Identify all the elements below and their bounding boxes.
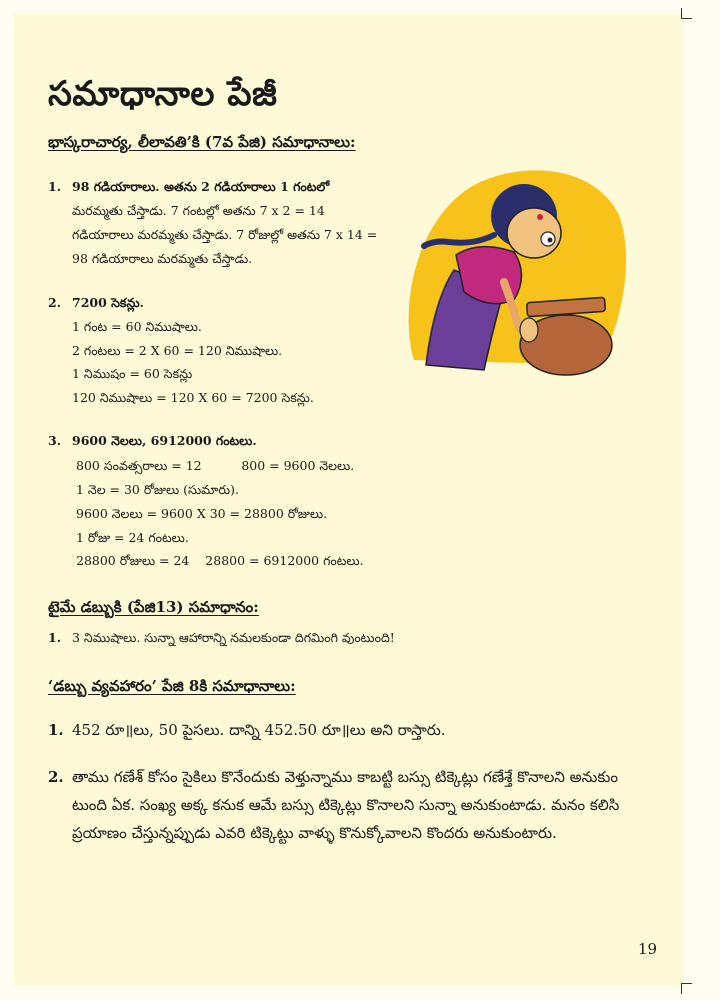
answer-1-1-line-4: 98 గడియారాలు మరమ్మతు చేస్తాడు.	[72, 251, 253, 266]
bindi	[537, 214, 543, 220]
answer-1-1-line-1: 1. 98 గడియారాలు. అతను 2 గడియారాలు 1 గంటలో	[48, 179, 330, 194]
answer-1-2-line-1: 2. 7200 సెకన్లు.	[48, 295, 144, 310]
answer-3-1: 1. 452 రూ॥లు, 50 పైసలు. దాన్ని 452.50 రూ॥లు అని రాస్తారు.	[48, 721, 446, 739]
face	[507, 208, 561, 258]
crop-mark-bottom	[681, 983, 692, 994]
answer-1-2-line-4: 1 నిముషం = 60 సెకన్లు	[72, 366, 193, 381]
answer-1-2-line-3: 2 గంటలు = 2 X 60 = 120 నిముషాలు.	[72, 343, 283, 358]
answer-number: 1.	[48, 721, 64, 739]
girl-with-pot-illustration	[394, 160, 630, 382]
answer-1-1-line-2: మరమ్మతు చేస్తాడు. 7 గంటల్లో అతను 7 x 2 = 14	[72, 203, 325, 218]
answer-2-1: 1. 3 నిముషాలు. సున్నా ఆహారాన్ని నమలకుండా దిగమింగి వుంటుంది!	[48, 630, 395, 645]
answer-3-2-line-3: ప్రయాణం చేస్తున్నప్పుడు ఎవరి టిక్కెట్టు వాళ్ళు కొనుక్కోవాలని కొందరు అనుకుంటారు.	[72, 824, 557, 842]
answer-1-3-line-5: 1 రోజు = 24 గంటలు.	[76, 530, 189, 545]
answer-number: 2.	[48, 768, 64, 786]
answer-number: 1.	[48, 179, 62, 194]
answer-number: 3.	[48, 433, 62, 448]
section-heading-bhaskaracharya: భాస్కరాచార్య, లీలావతి’కి (7వ పేజి) సమాధానాలు:	[48, 133, 356, 151]
answer-1-3-line-6: 28800 రోజులు = 24 28800 = 6912000 గంటలు.	[76, 553, 364, 568]
answer-number: 1.	[48, 630, 62, 645]
answer-1-1-line-3: గడియారాలు మరమ్మతు చేస్తాడు. 7 రోజుల్లో అతను 7 x 14 =	[72, 227, 378, 242]
page-number: 19	[638, 940, 658, 958]
section-heading-money-matters: ‘డబ్బు వ్యవహారం’ పేజి 8కి సమాధానాలు:	[48, 677, 296, 695]
answer-1-3-line-4: 9600 నెలలు = 9600 X 30 = 28800 రోజులు.	[76, 506, 328, 521]
answer-1-2-line-2: 1 గంట = 60 నిముషాలు.	[72, 319, 202, 334]
section-heading-time-money: టైమే డబ్బుకి (పేజి13) సమాధానం:	[48, 598, 259, 616]
answer-3-2-line-1: 2. తాము గణేశ్ కోసం సైకిలు కొనేందుకు వెళ్తున్నాము కాబట్టి బస్సు టిక్కెట్లు గణేశ్తే కొనాలని అనుకుం	[48, 768, 618, 786]
answer-1-2-line-5: 120 నిముషాలు = 120 X 60 = 7200 సెకన్లు.	[72, 390, 314, 405]
crop-mark-top	[681, 8, 692, 19]
answer-1-3-line-3: 1 నెల = 30 రోజులు (సుమారు).	[76, 482, 239, 497]
hand	[520, 318, 538, 342]
answer-number: 2.	[48, 295, 62, 310]
page-title: సమాధానాల పేజీ	[48, 74, 278, 114]
answer-1-3-line-2: 800 సంవత్సరాలు = 12 800 = 9600 నెలలు.	[76, 458, 355, 473]
answer-1-3-line-1: 3. 9600 నెలలు, 6912000 గంటలు.	[48, 433, 257, 448]
answer-3-2-line-2: టుంది ఏక. సంఖ్య అక్క కనుక ఆమే బస్సు టిక్కెట్లు కొనాలని సున్నా అనుకుంటాడు. మనం కలిసి	[72, 796, 620, 814]
